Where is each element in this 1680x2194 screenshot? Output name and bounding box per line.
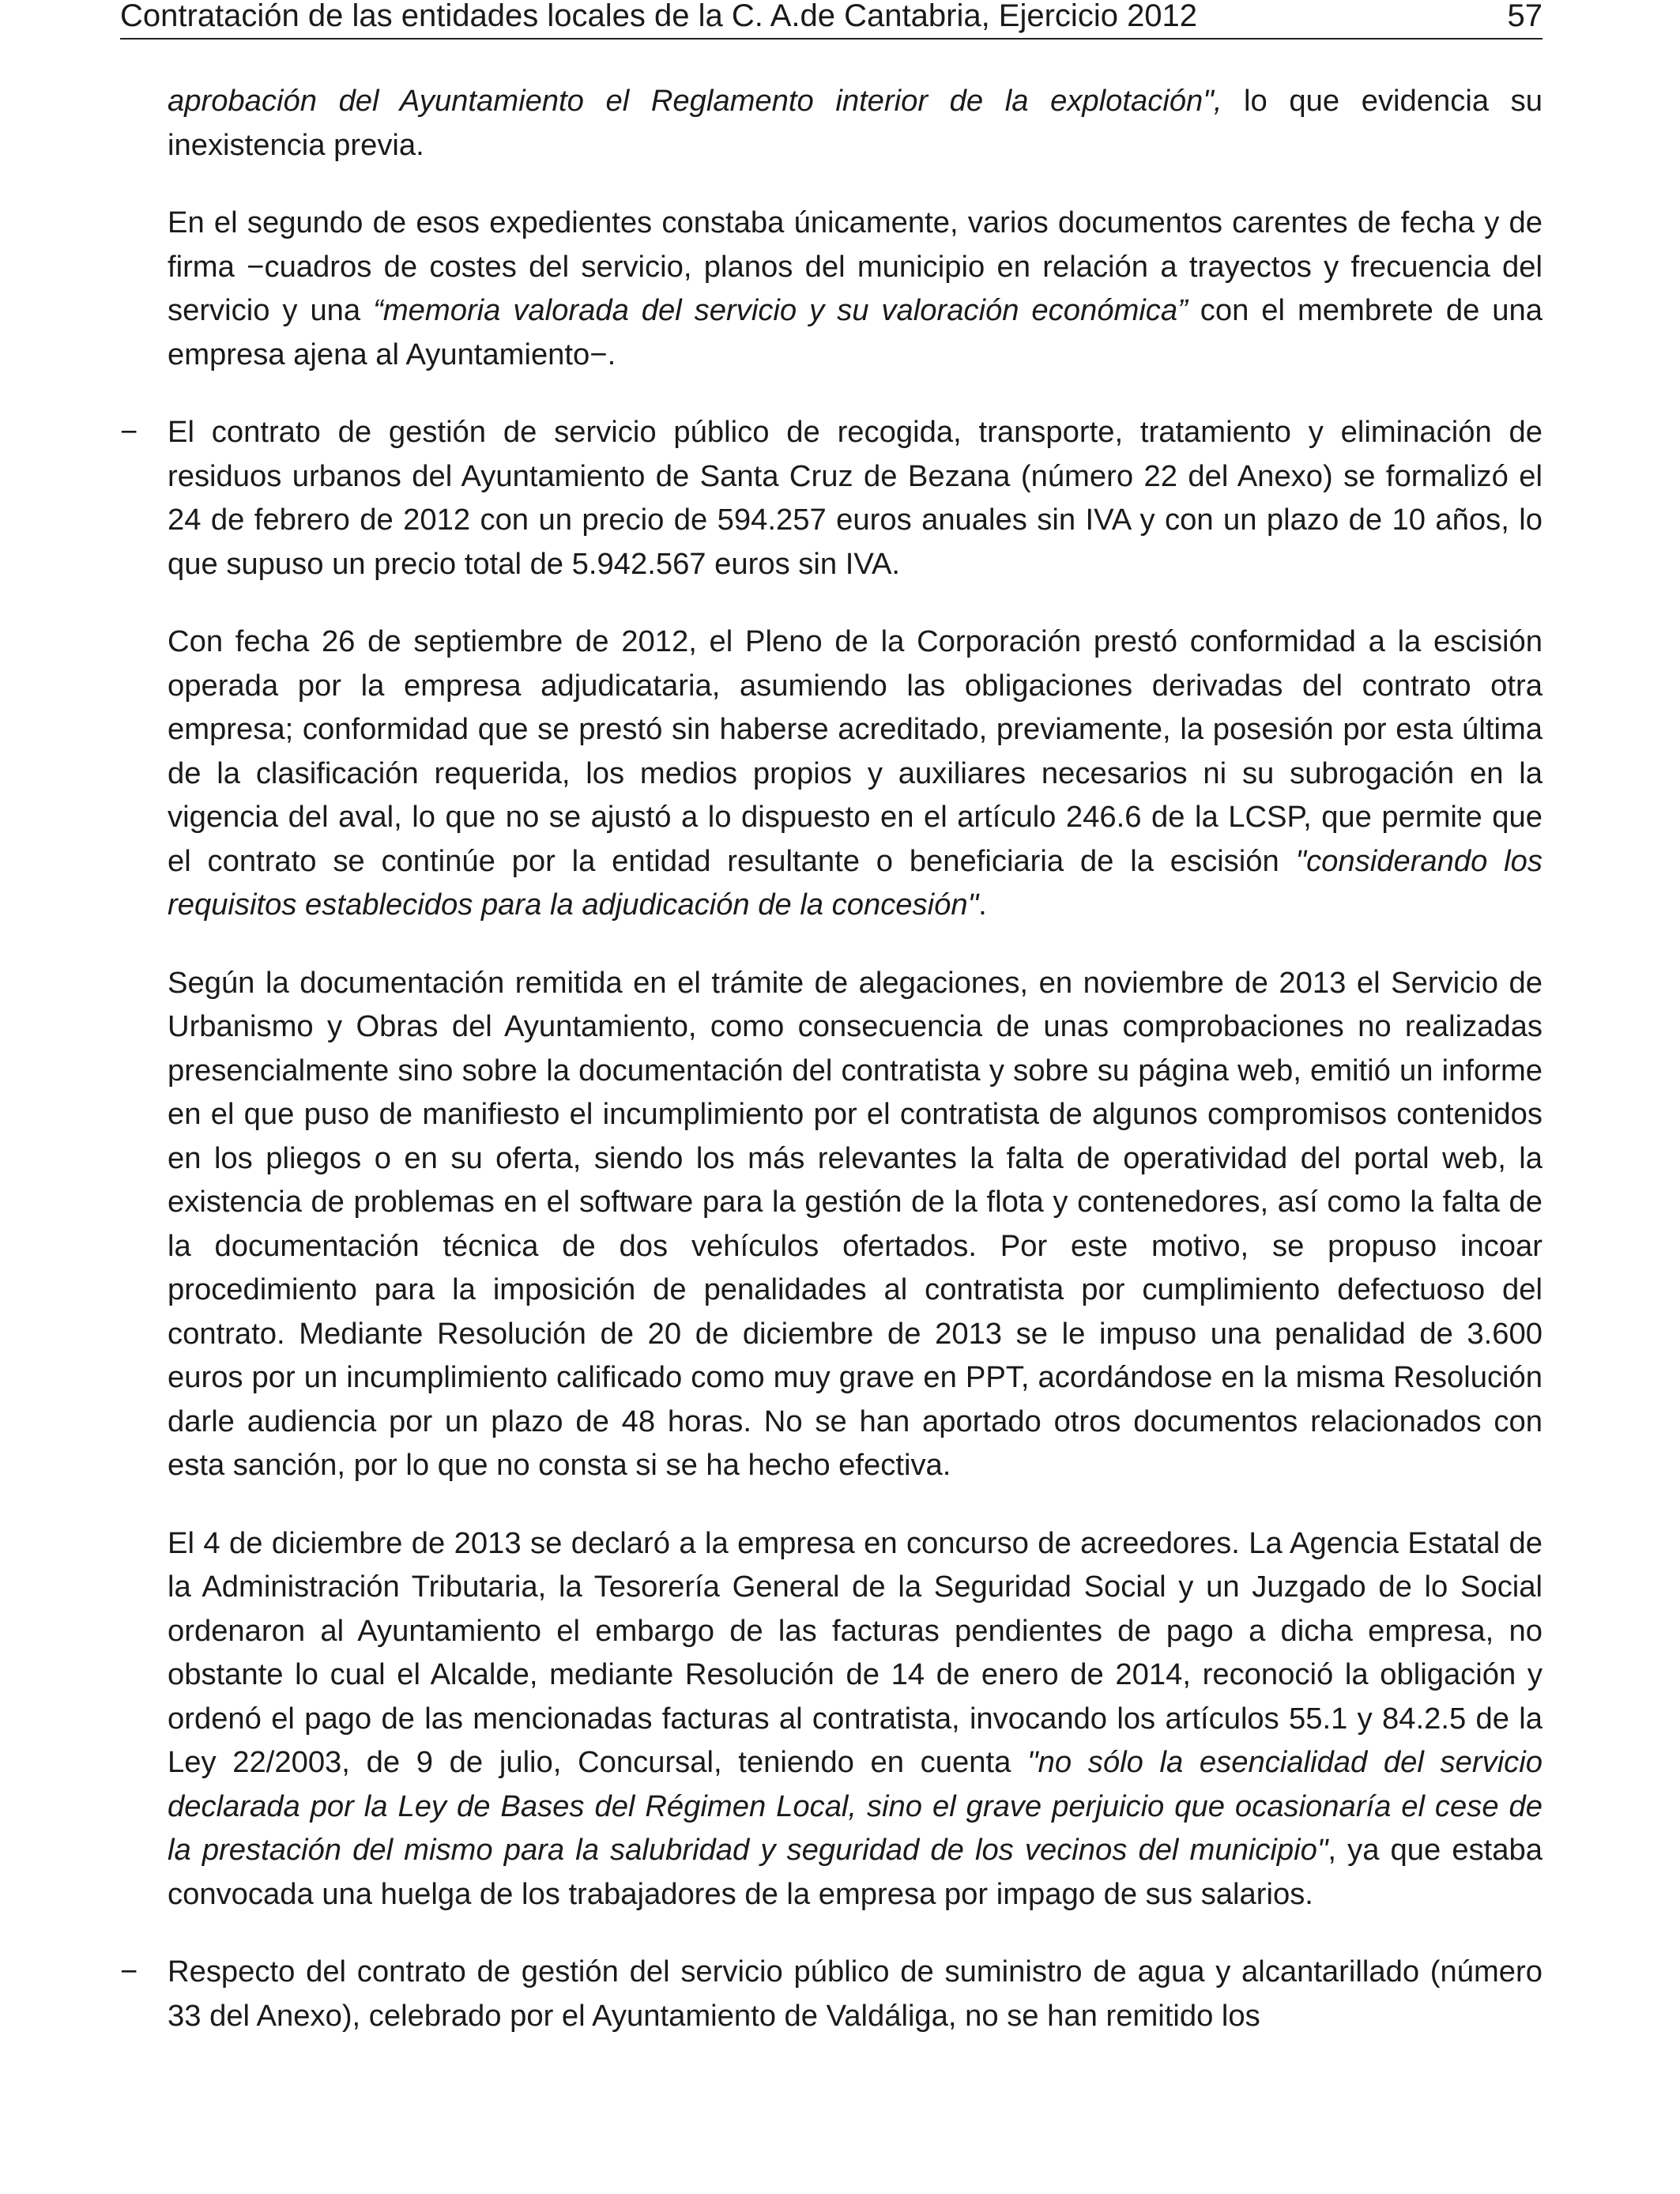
body-text: con el membrete de una empresa ajena al Ayuntamiento−.	[168, 293, 1543, 371]
paragraph	[168, 79, 1543, 167]
body-text: , ya que estaba convocada una huelga de los trabajadores de la empresa por impago de sus salarios.	[168, 1833, 1543, 1911]
paragraph	[168, 201, 1543, 376]
paragraph	[168, 620, 1543, 927]
body-text: El contrato de gestión de servicio público de recogida, transporte, tratamiento y eliminación de residuos urbanos del Ayuntamiento de Santa Cruz de Bezana (número 22 del Anexo) se formalizó el 24 de febrero de 2012 con un precio de 594.257 euros anuales sin IVA y con un plazo de 10 años, lo que supuso un precio total de 5.942.567 euros sin IVA.	[168, 415, 1543, 581]
paragraph	[168, 961, 1543, 1487]
bullet-dash: −	[120, 415, 138, 449]
italic-text: “memoria valorada del servicio y su valoración económica”	[373, 293, 1188, 327]
document-body	[120, 79, 1543, 2071]
body-text: Respecto del contrato de gestión del servicio público de suministro de agua y alcantarillado (número 33 del Anexo), celebrado por el Ayuntamiento de Valdáliga, no se han remitido los	[168, 1955, 1543, 2033]
body-text: Con fecha 26 de septiembre de 2012, el Pleno de la Corporación prestó conformidad a la escisión operada por la empresa adjudicataria, asumiendo las obligaciones derivadas del contrato otra empresa; conformidad que se prestó sin haberse acreditado, previamente, la posesión por esta última de la clasificación requerida, los medios propios y auxiliares necesarios ni su subrogación en la vigencia del aval, lo que no se ajustó a lo dispuesto en el artículo 246.6 de la LCSP, que permite que el contrato se continúe por la entidad resultante o beneficiaria de la escisión	[168, 624, 1543, 878]
header-title: Contratación de las entidades locales de la C. A.de Cantabria, Ejercicio 2012	[120, 0, 1198, 33]
italic-text: aprobación del Ayuntamiento el Reglamento interior de la explotación",	[168, 84, 1222, 118]
paragraph	[168, 1521, 1543, 1917]
italic-text: "considerando los requisitos establecidos para la adjudicación de la concesión"	[168, 843, 1543, 922]
body-text: .	[978, 888, 987, 922]
body-text: En el segundo de esos expedientes constaba únicamente, varios documentos carentes de fecha y de firma −cuadros de costes del servicio, planos del municipio en relación a trayectos y frecuencia del servicio y una	[168, 205, 1543, 327]
paragraph	[120, 410, 1543, 586]
page-header	[120, 0, 1543, 40]
bullet-dash: −	[120, 1955, 138, 1989]
page-number: 57	[1507, 0, 1543, 33]
body-text: El 4 de diciembre de 2013 se declaró a la empresa en concurso de acreedores. La Agencia Estatal de la Administración Tributaria, la Tesorería General de la Seguridad Social y un Juzgado de lo Social ordenaron al Ayuntamiento el embargo de las facturas pendientes de pago a dicha empresa, no obstante lo cual el Alcalde, mediante Resolución de 14 de enero de 2014, reconoció la obligación y ordenó el pago de las mencionadas facturas al contratista, invocando los artículos 55.1 y 84.2.5 de la Ley 22/2003, de 9 de julio, Concursal, teniendo en cuenta	[168, 1525, 1543, 1779]
italic-text: "no sólo la esencialidad del servicio declarada por la Ley de Bases del Régimen Local, sino el grave perjuicio que ocasionaría el cese de la prestación del mismo para la salubridad y seguridad de los vecinos del municipio"	[168, 1745, 1543, 1867]
body-text: lo que evidencia su inexistencia previa.	[168, 84, 1543, 162]
body-text: Según la documentación remitida en el trámite de alegaciones, en noviembre de 2013 el Servicio de Urbanismo y Obras del Ayuntamiento, como consecuencia de unas comprobaciones no realizadas presencialmente sino sobre la documentación del contratista y sobre su página web, emitió un informe en el que puso de manifiesto el incumplimiento por el contratista de algunos compromisos contenidos en los pliegos o en su oferta, siendo los más relevantes la falta de operatividad del portal web, la existencia de problemas en el software para la gestión de la flota y contenedores, así como la falta de la documentación técnica de dos vehículos ofertados. Por este motivo, se propuso incoar procedimiento para la imposición de penalidades al contratista por cumplimiento defectuoso del contrato. Mediante Resolución de 20 de diciembre de 2013 se le impuso una penalidad de 3.600 euros por un incumplimiento calificado como muy grave en PPT, acordándose en la misma Resolución darle audiencia por un plazo de 48 horas. No se han aportado otros documentos relacionados con esta sanción, por lo que no consta si se ha hecho efectiva.	[168, 965, 1543, 1482]
paragraph	[120, 1950, 1543, 2038]
